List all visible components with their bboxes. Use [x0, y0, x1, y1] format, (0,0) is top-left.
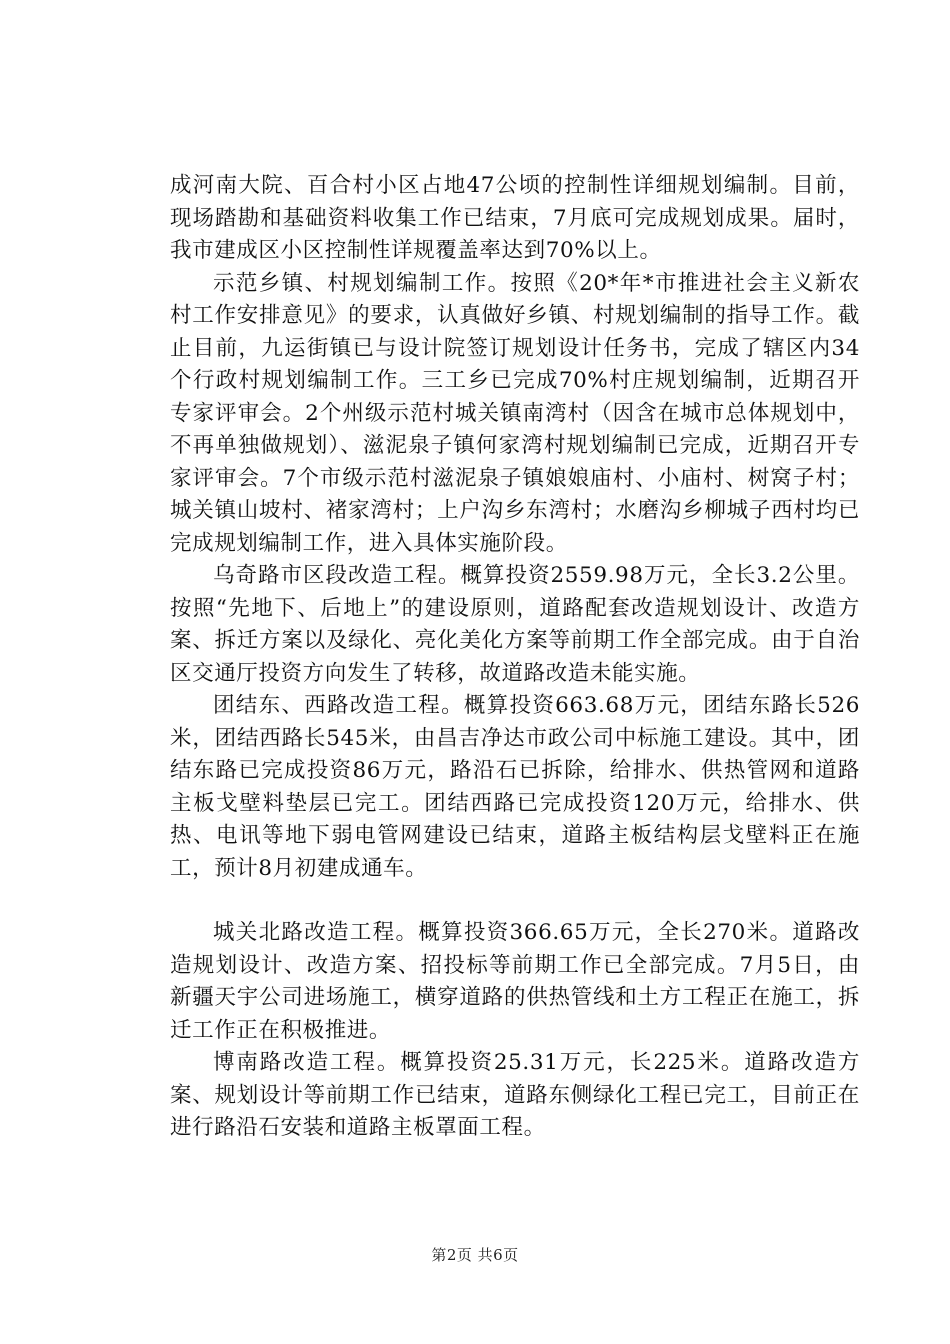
document-body	[170, 170, 860, 1145]
paragraph-bonan-road: 博南路改造工程。概算投资25.31万元，长225米。道路改造方案、规划设计等前期工作已结束，道路东侧绿化工程已完工，目前正在进行路沿石安装和道路主板罩面工程。	[170, 1050, 860, 1140]
page-number-footer: 第2页 共6页	[431, 1246, 519, 1264]
paragraph-chengguan-north-road: 城关北路改造工程。概算投资366.65万元，全长270米。道路改造规划设计、改造方案、招投标等前期工作已全部完成。7月5日，由新疆天宇公司进场施工，横穿道路的供热管线和土方工程正在施工，拆迁工作正在积极推进。	[170, 920, 860, 1043]
paragraph-village-planning: 示范乡镇、村规划编制工作。按照《20*年*市推进社会主义新农村工作安排意见》的要求，认真做好乡镇、村规划编制的指导工作。截止目前，九运街镇已与设计院签订规划设计任务书，完成了辖区内34个行政村规划编制工作。三工乡已完成70%村庄规划编制，近期召开专家评审会。2个州级示范村城关镇南湾村（因含在城市总体规划中，不再单独做规划）、滋泥泉子镇何家湾村规划编制已完成，近期召开专家评审会。7个市级示范村滋泥泉子镇娘娘庙村、小庙村、树窝子村；城关镇山坡村、褚家湾村；上户沟乡东湾村；水磨沟乡柳城子西村均已完成规划编制工作，进入具体实施阶段。	[170, 270, 860, 556]
paragraph-tuanjie-road: 团结东、西路改造工程。概算投资663.68万元，团结东路长526米，团结西路长545米，由昌吉净达市政公司中标施工建设。其中，团结东路已完成投资86万元，路沿石已拆除，给排水、供热管网和道路主板戈壁料垫层已完工。团结西路已完成投资120万元，给排水、供热、电讯等地下弱电管网建设已结束，道路主板结构层戈壁料正在施工，预计8月初建成通车。	[170, 693, 860, 881]
paragraph-continued: 成河南大院、百合村小区占地47公顷的控制性详细规划编制。目前，现场踏勘和基础资料收集工作已结束，7月底可完成规划成果。届时，我市建成区小区控制性详规覆盖率达到70%以上。	[170, 173, 860, 263]
paragraph-wuqi-road: 乌奇路市区段改造工程。概算投资2559.98万元，全长3.2公里。按照“先地下、后地上”的建设原则，道路配套改造规划设计、改造方案、拆迁方案以及绿化、亮化美化方案等前期工作全部完成。由于自治区交通厅投资方向发生了转移，故道路改造未能实施。	[170, 563, 860, 686]
